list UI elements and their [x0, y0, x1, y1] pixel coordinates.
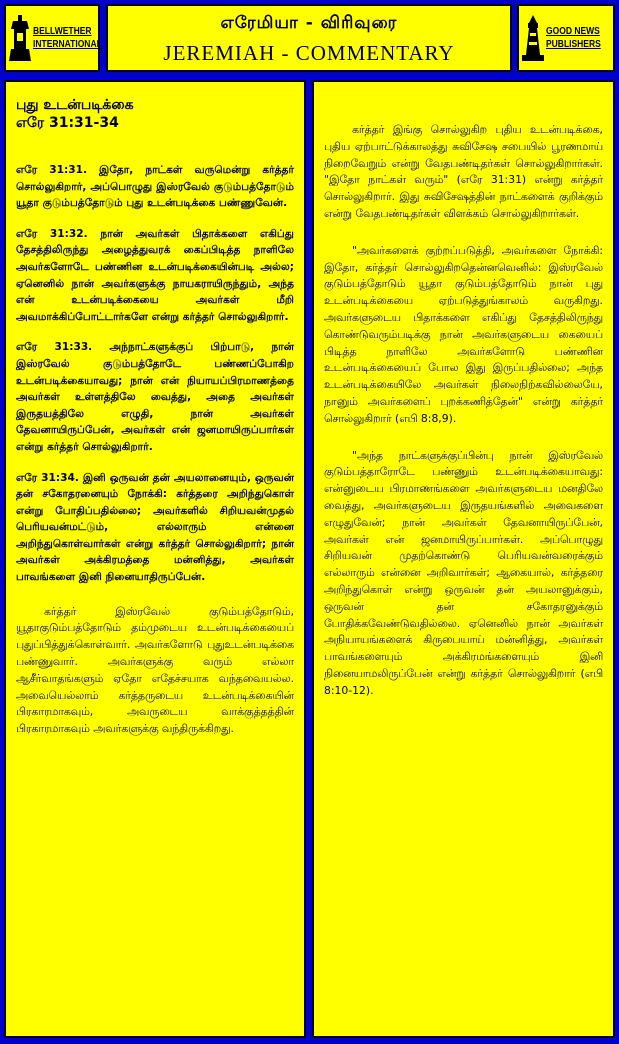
heading-title: புது உடன்படிக்கை: [16, 97, 134, 113]
bell-tower-icon: [9, 15, 31, 61]
title-english: JEREMIAH - COMMENTARY: [163, 41, 455, 65]
logo-right-line2: PUBLISHERS: [546, 39, 601, 50]
commentary-paragraph-1: கர்த்தர் இங்கு சொல்லுகிற புதிய உடன்படிக்கை, புதிய ஏற்பாட்டுக்காலத்து சுவிசேஷ சபையில் பூரணமாய் நிறைவேறும் என்று வேதபண்டிதர்கள் சொல்லுகிறார்கள். "இதோ நாட்கள் வரும்" (எரே 31:31) என்று கர்த்தர் சொல்லுகிறார். இது சுவிசேஷத்தின் நாட்களைக் குறிக்கும் என்று வேதபண்டிதர்கள் விளக்கம் சொல்லுகிறார்கள்.: [324, 123, 603, 220]
logo-left-line1: BELLWETHER: [33, 26, 92, 37]
verse-31-33: எரே 31:33. அந்நாட்களுக்குப் பிற்பாடு, நான் இஸ்ரவேல் குடும்பத்தோடே பண்ணப்போகிற உடன்படிக்கையாவது; நான் என் நியாயப்பிரமாணத்தை அவர்கள் உள்ளத்திலே வைத்து, அதை அவர்கள் இருதயத்திலே எழுதி, நான் அவர்கள் தேவனாயிருப்பேன், அவர்கள் என் ஜனமாயிருப்பார்கள் என்று கர்த்தர் சொல்லுகிறார்.: [16, 341, 294, 453]
logo-right-text: [546, 25, 601, 51]
right-column: [312, 80, 615, 1038]
left-column: [4, 80, 306, 1038]
commentary-paragraph-2: "அவர்களைக் குற்றப்படுத்தி, அவர்களை நோக்கி: இதோ, கர்த்தர் சொல்லுகிறதென்னவெனில்: இஸ்ரவேல் குடும்பத்தோடும் யூதா குடும்பத்தோடும் நான் புது உடன்படிக்கையை ஏற்படுத்துங்காலம் வருகிறது. அவர்களுடைய பிதாக்களை எகிப்து தேசத்திலிருந்து கொண்டுவரும்படிக்கு நான் அவர்களுடைய கையைப் பிடித்த நாளிலே அவர்களோடு பண்ணின உடன்படிக்கையைப் போல இது இருப்பதில்லை; அந்த உடன்படிக்கையிலே அவர்கள் நிலைநிற்கவில்லையே, நானும் அவர்களைப் புறக்கணித்தேன்" என்று கர்த்தர் சொல்லுகிறார் (எபி 8:8,9).: [324, 243, 603, 425]
section-heading: [16, 96, 294, 132]
good-news-logo: [517, 4, 615, 72]
logo-left-line2: INTERNATIONAL: [33, 39, 102, 50]
verse-31-32: எரே 31:32. நான் அவர்கள் பிதாக்களை எகிப்து தேசத்திலிருந்து அழைத்துவரக் கைப்பிடித்த நாளிலே அவர்களோடே பண்ணின உடன்படிக்கையின்படி அல்ல; ஏனெனில் நான் அவர்களுக்கு நாயகராயிருந்தும், அந்த என் உடன்படிக்கையை அவர்கள் மீறி அவமாக்கிப்போட்டார்களே என்று கர்த்தர் சொல்லுகிறார்.: [16, 227, 294, 323]
commentary-paragraph: கர்த்தர் இஸ்ரவேல் குடும்பத்தோடும், யூதாகுடும்பத்தோடும் தம்முடைய உடன்படிக்கையைப் புதுப்பித்துக்கொள்வார். அவர்களோடு புதுஉடன்படிக்கை பண்ணுவார். அவர்களுக்கு வரும் எல்லா ஆசீர்வாதங்களும் ஏதோ எதேச்சயாக வந்தவையல்ல. அவையெல்லாம் கர்த்தருடைய உடன்படிக்கையின் பிரகாரமாகவும், அவருடைய வாக்குத்தத்தின் பிரகாரமாகவும் அவர்களுக்கு வந்திருக்கிறது.: [16, 604, 294, 736]
page-header: [106, 4, 512, 72]
title-tamil: எரேமியா - விரிவுரை: [220, 13, 398, 33]
verse-31-34: எரே 31:34. இனி ஒருவன் தன் அயலானையும், ஒருவன் தன் சகோதரனையும் நோக்கி: கர்த்தரை அறிந்துகொள் என்று போதிப்பதில்லை; அவர்களில் சிறியவன்முதல் பெரியவன்மட்டும், எல்லாரும் என்னை அறிந்துகொள்வார்கள் என்று கர்த்தர் சொல்லுகிறார்; நான் அவர்கள் அக்கிரமத்தை மன்னித்து, அவர்கள் பாவங்களை இனி நினையாதிருப்பேன்.: [16, 471, 294, 584]
commentary-paragraph-3: "அந்த நாட்களுக்குப்பின்பு நான் இஸ்ரவேல் குடும்பத்தாரோடே பண்ணும் உடன்படிக்கையாவது: என்னுடைய பிரமாணங்களை அவர்களுடைய மனதிலே வைத்து, அவர்களுடைய இருதயங்களில் அவைகளை எழுதுவேன்; நான் அவர்கள் தேவனாயிருப்பேன், அவர்கள் என் ஜனமாயிருப்பார்கள். அப்பொழுது சிறியவன் முதற்கொண்டு பெரியவன்வரைக்கும் எல்லாரும் என்னை அறிவார்கள்; ஆகையால், கர்த்தரை அறிந்துகொள் என்று ஒருவன் தன் அயலானுக்கும், ஒருவன் தன் சகோதரனுக்கும் போதிக்கவேண்டுவதில்லை. ஏனெனில் நான் அவர்கள் அநியாயங்களைக் கிருபையாய் மன்னித்து, அவர்கள் பாவங்களையும் அக்கிரமங்களையும் இனி நினையாமலிருப்பேன் என்று கர்த்தர் சொல்லுகிறார் (எபி 8:10-12).: [324, 448, 603, 697]
heading-reference: எரே 31:31-34: [16, 115, 119, 131]
verse-31-31: எரே 31:31. இதோ, நாட்கள் வருமென்று கர்த்தர் சொல்லுகிறார், அப்பொழுது இஸ்ரவேல் குடும்பத்தோடும் யூதா குடும்பத்தோடும் புது உடன்படிக்கை பண்ணுவேன்.: [16, 164, 294, 210]
bellwether-logo: [4, 4, 100, 72]
lighthouse-icon: [522, 15, 544, 61]
logo-right-line1: GOOD NEWS: [546, 26, 600, 37]
logo-left-text: [33, 25, 102, 51]
